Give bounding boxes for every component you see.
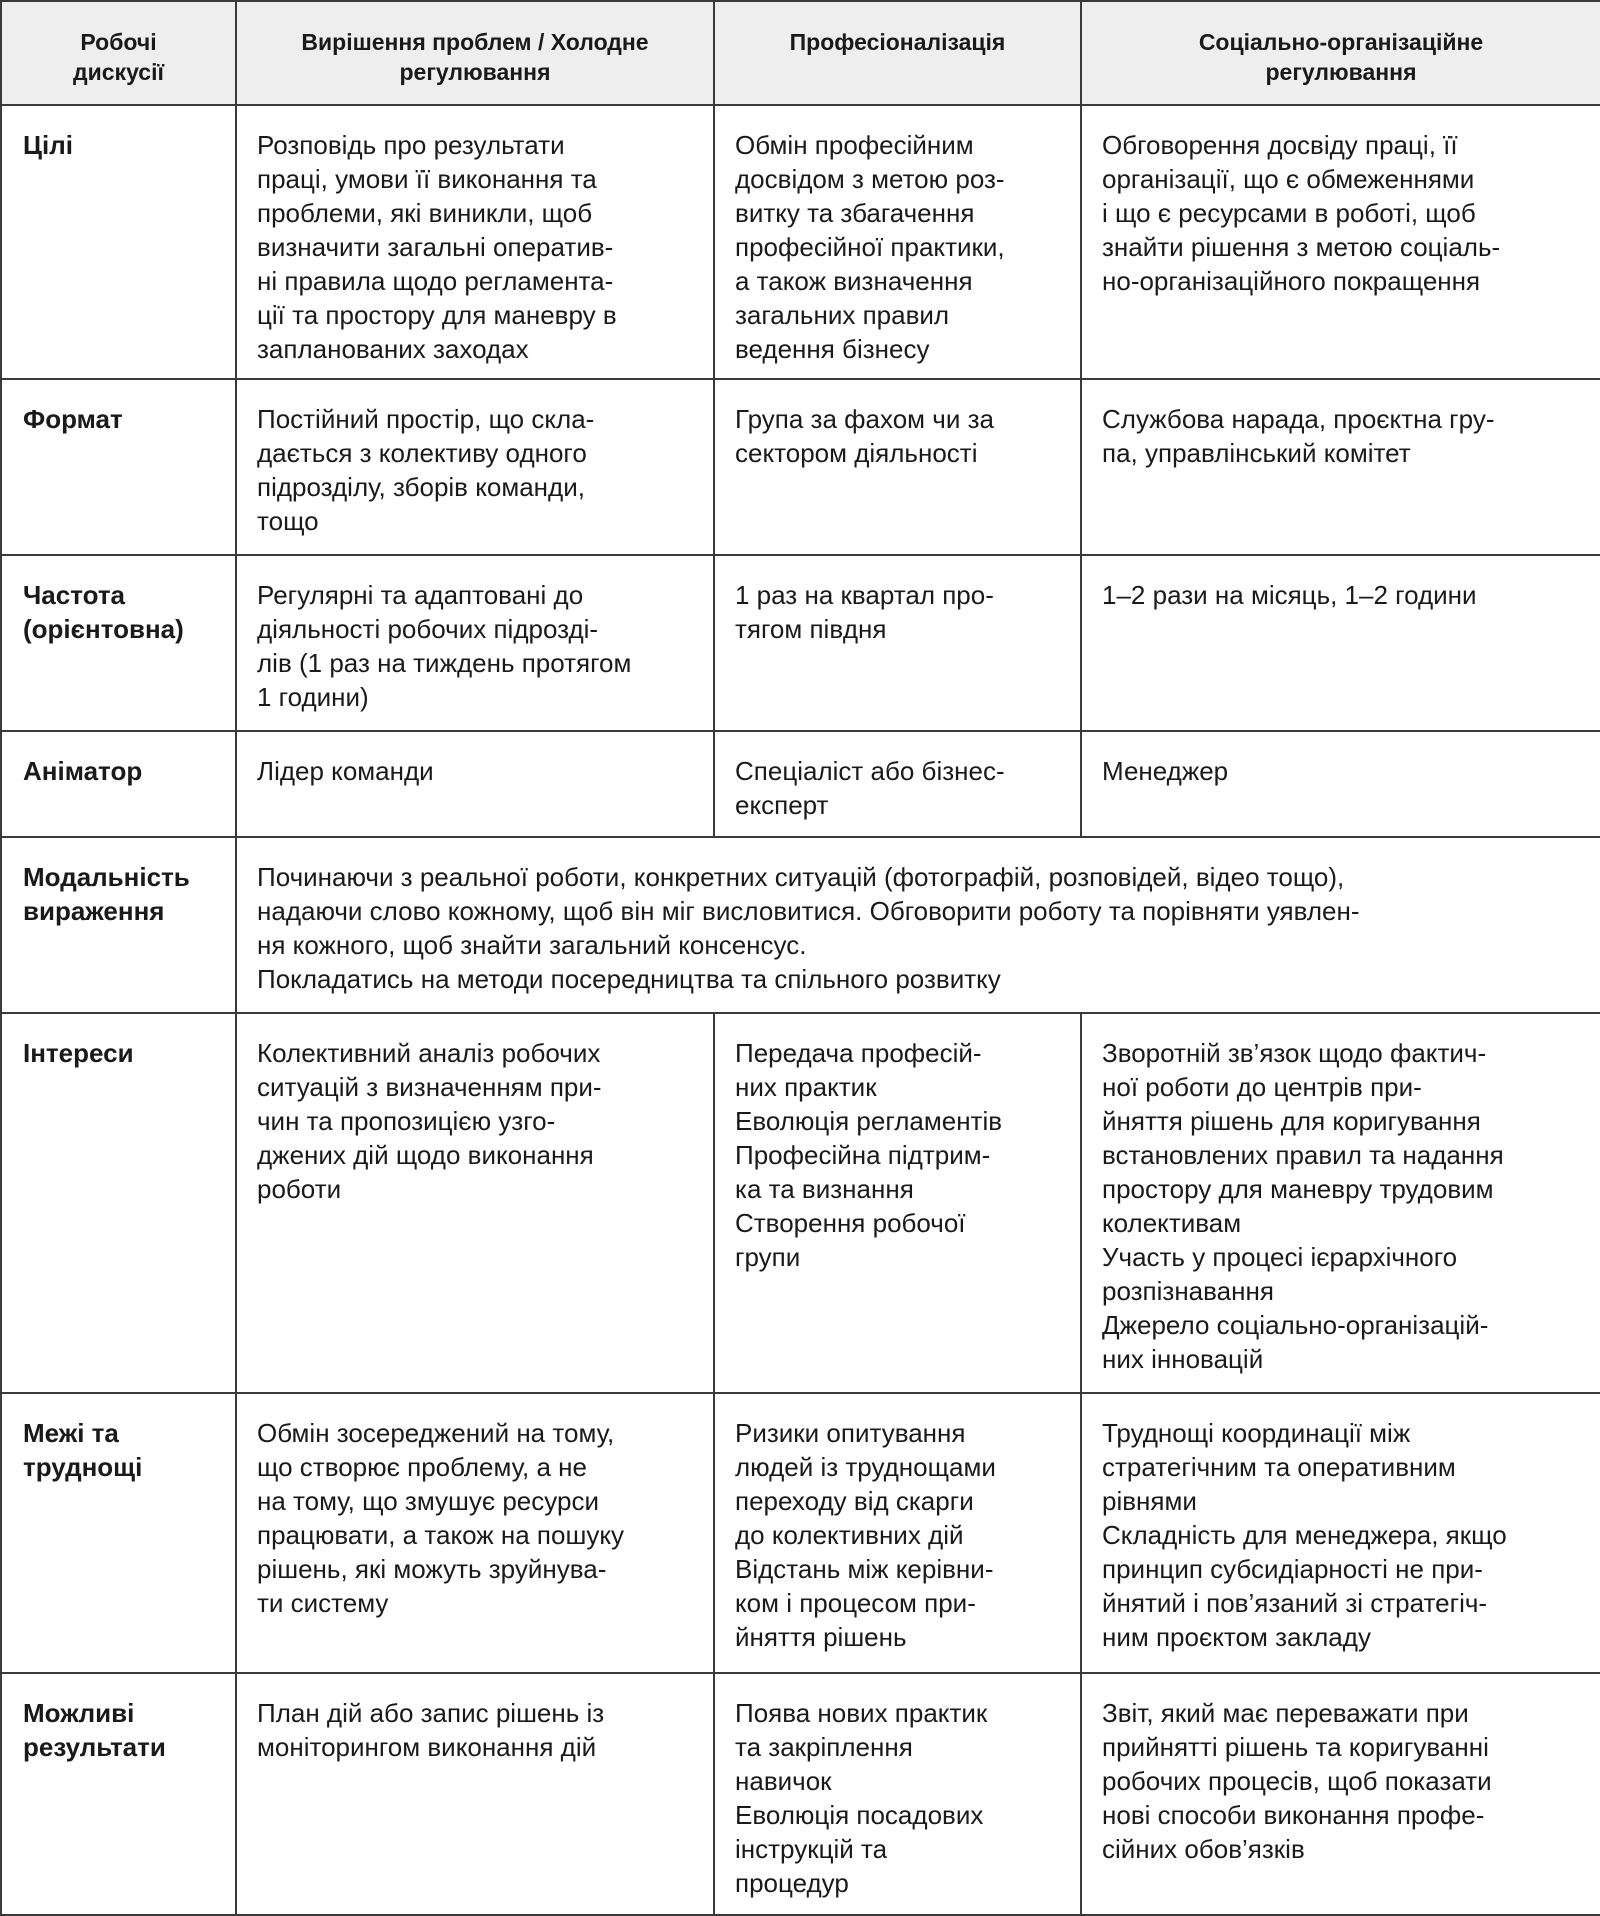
row-label-animator: Аніматор — [1, 731, 236, 837]
row-frequency — [1, 555, 1600, 731]
header-socio-organizational: Соціально-організаційне регулювання — [1081, 1, 1600, 105]
cell-interests-problem-solving: Колективний аналіз робочих ситуацій з визначенням при- чин та пропозицією узго- джених дій щодо виконання роботи — [236, 1013, 714, 1393]
cell-limits-socio-organizational: Труднощі координації між стратегічним та оперативним рівнями Складність для менеджера, якщо принцип субсидіарності не при- йнятий і пов’язаний зі стратегіч- ним проєктом закладу — [1081, 1393, 1600, 1673]
cell-format-professionalization: Група за фахом чи за сектором діяльності — [714, 379, 1081, 555]
row-limits — [1, 1393, 1600, 1673]
cell-results-professionalization: Поява нових практик та закріплення навичок Еволюція посадових інструкцій та процедур — [714, 1673, 1081, 1915]
header-problem-solving: Вирішення проблем / Холодне регулювання — [236, 1, 714, 105]
cell-results-problem-solving: План дій або запис рішень із моніторингом виконання дій — [236, 1673, 714, 1915]
cell-animator-professionalization: Спеціаліст або бізнес- експерт — [714, 731, 1081, 837]
row-label-limits: Межі та труднощі — [1, 1393, 236, 1673]
row-label-frequency: Частота (орієнтовна) — [1, 555, 236, 731]
cell-frequency-professionalization: 1 раз на квартал про- тягом півдня — [714, 555, 1081, 731]
header-work-discussions: Робочі дискусії — [1, 1, 236, 105]
header-row — [1, 1, 1600, 105]
cell-frequency-socio-organizational: 1–2 рази на місяць, 1–2 години — [1081, 555, 1600, 731]
row-modality — [1, 837, 1600, 1013]
row-label-format: Формат — [1, 379, 236, 555]
header-professionalization: Професіоналізація — [714, 1, 1081, 105]
cell-interests-socio-organizational: Зворотній зв’язок щодо фактич- ної роботи до центрів при- йняття рішень для коригування встановлених правил та надання простору для маневру трудовим колективам Участь у процесі ієрархічного розпізнавання Джерело соціально-організацій- них інновацій — [1081, 1013, 1600, 1393]
cell-interests-professionalization: Передача професій- них практик Еволюція регламентів Професійна підтрим- ка та визнання Створення робочої групи — [714, 1013, 1081, 1393]
cell-format-problem-solving: Постійний простір, що скла- дається з колективу одного підрозділу, зборів команди, тощо — [236, 379, 714, 555]
row-interests — [1, 1013, 1600, 1393]
cell-frequency-problem-solving: Регулярні та адаптовані до діяльності робочих підрозді- лів (1 раз на тиждень протягом 1 години) — [236, 555, 714, 731]
row-results — [1, 1673, 1600, 1915]
cell-animator-problem-solving: Лідер команди — [236, 731, 714, 837]
cell-modality-merged: Починаючи з реальної роботи, конкретних ситуацій (фотографій, розповідей, відео тощо), надаючи слово кожному, щоб він міг висловитися. Обговорити роботу та порівняти уявлен- ня кожного, щоб знайти загальний консенсус. Покладатись на методи посередництва та спільного розвитку — [236, 837, 1600, 1013]
cell-results-socio-organizational: Звіт, який має переважати при прийнятті рішень та коригуванні робочих процесів, щоб показати нові способи виконання профе- сійних обов’язків — [1081, 1673, 1600, 1915]
cell-format-socio-organizational: Службова нарада, проєктна гру- па, управлінський комітет — [1081, 379, 1600, 555]
row-label-goals: Цілі — [1, 105, 236, 379]
cell-goals-professionalization: Обмін професійним досвідом з метою роз- витку та збагачення професійної практики, а також визначення загальних правил ведення бізнесу — [714, 105, 1081, 379]
row-animator — [1, 731, 1600, 837]
cell-animator-socio-organizational: Менеджер — [1081, 731, 1600, 837]
row-label-modality: Модальність вираження — [1, 837, 236, 1013]
row-label-interests: Інтереси — [1, 1013, 236, 1393]
cell-limits-professionalization: Ризики опитування людей із труднощами переходу від скарги до колективних дій Відстань між керівни- ком і процесом при- йняття рішень — [714, 1393, 1081, 1673]
cell-goals-problem-solving: Розповідь про результати праці, умови її виконання та проблеми, які виникли, щоб визначити загальні оператив- ні правила щодо регламента- ції та простору для маневру в запланованих заходах — [236, 105, 714, 379]
row-goals — [1, 105, 1600, 379]
row-label-results: Можливі результати — [1, 1673, 236, 1915]
row-format — [1, 379, 1600, 555]
cell-goals-socio-organizational: Обговорення досвіду праці, її організації, що є обмеженнями і що є ресурсами в роботі, щоб знайти рішення з метою соціаль- но-організаційного покращення — [1081, 105, 1600, 379]
cell-limits-problem-solving: Обмін зосереджений на тому, що створює проблему, а не на тому, що змушує ресурси працювати, а також на пошуку рішень, які можуть зруйнува- ти систему — [236, 1393, 714, 1673]
